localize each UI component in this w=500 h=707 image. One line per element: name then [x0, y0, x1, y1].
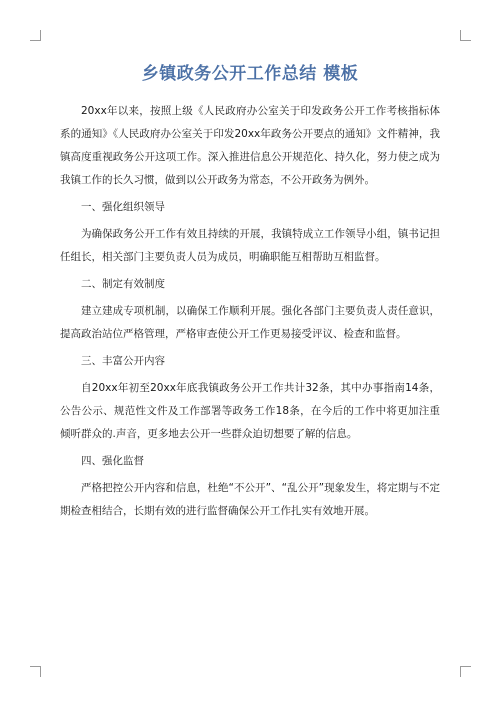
section-heading: 二、制定有效制度 [81, 278, 165, 290]
section-body: 建立建成专项机制，以确保工作顺利开展。强化各部门主要负责人责任意识，提高政治站位严格管理，严格审查使公开工作更易接受评议、检查和监督。 [60, 305, 440, 340]
crop-mark-top-right [460, 30, 471, 41]
section-heading: 一、强化组织领导 [81, 201, 165, 213]
intro-paragraph: 20xx年以来，按照上级《人民政府办公室关于印发政务公开工作考核指标体系的通知》《人民政府办公室关于印发20xx年政务公开要点的通知》文件精神，我镇高度重视政务公开这项工作。深入推进信息公开规范化、持久化，努力使之成为我镇工作的长久习惯，做到以公开政务为常态，不公开政务为例外。 [60, 105, 440, 186]
crop-mark-top-left [30, 30, 41, 41]
document-page [60, 62, 440, 527]
section-body: 为确保政务公开工作有效且持续的开展，我镇特成立工作领导小组，镇书记担任组长，相关部门主要负责人员为成员，明确职能互相帮助互相监督。 [60, 228, 440, 263]
section-body: 严格把控公开内容和信息，杜绝“不公开”、“乱公开”现象发生，将定期与不定期检查相结合，长期有效的进行监督确保公开工作扎实有效地开展。 [60, 482, 440, 517]
section-body: 自20xx年初至20xx年底我镇政务公开工作共计32条，其中办事指南14条，公告公示、规范性文件及工作部署等政务工作18条，在今后的工作中将更加注重倾听群众的.声音，更多地去公开一些群众迫切想要了解的信息。 [60, 382, 440, 440]
document-title: 乡镇政务公开工作总结 模板 [141, 64, 359, 84]
section-heading: 三、丰富公开内容 [81, 355, 165, 367]
crop-mark-bottom-left [30, 666, 41, 677]
crop-mark-bottom-right [460, 666, 471, 677]
section-heading: 四、强化监督 [81, 455, 144, 467]
